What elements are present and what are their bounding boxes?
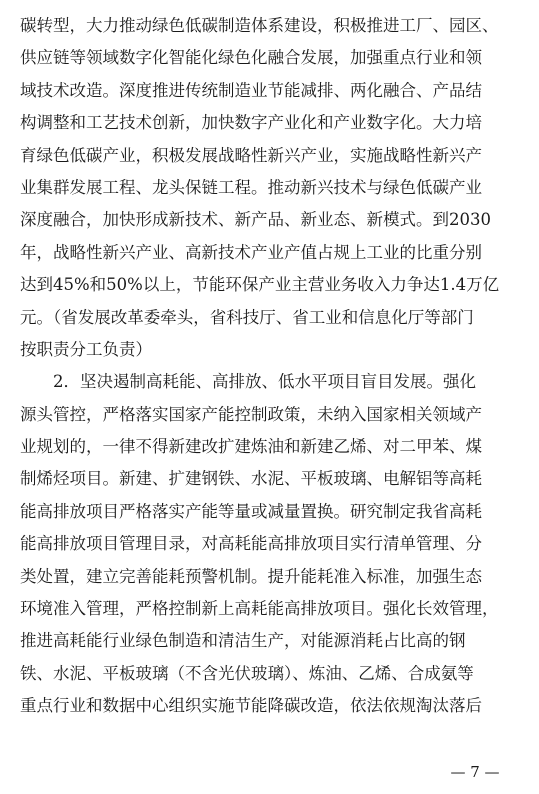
text-line-3: 域技术改造。深度推进传统制造业节能减排、两化融合、产品结	[20, 80, 482, 100]
text-line-20: 推进高耗能行业绿色制造和清洁生产，对能源消耗占比高的钢	[20, 631, 466, 651]
text-line-12: 2．坚决遏制高耗能、高排放、低水平项目盲目发展。强化	[20, 372, 476, 392]
text-line-5: 育绿色低碳产业，积极发展战略性新兴产业，实施战略性新兴产	[20, 145, 482, 165]
text-line-6: 业集群发展工程、龙头保链工程。推动新兴技术与绿色低碳产业	[20, 177, 482, 197]
text-line-18: 类处置，建立完善能耗预警机制。提升能耗准入标准，加强生态	[20, 566, 482, 586]
text-line-22: 重点行业和数据中心组织实施节能降碳改造，依法依规淘汰落后	[20, 696, 482, 716]
page-number: — 7 —	[450, 763, 500, 781]
text-line-10: 元。（省发展改革委牵头，省科技厅、省工业和信息化厅等部门	[20, 307, 474, 327]
text-line-19: 环境准入管理，严格控制新上高耗能高排放项目。强化长效管理，	[20, 599, 499, 619]
text-line-8: 年，战略性新兴产业、高新技术产业产值占规上工业的比重分别	[20, 242, 482, 262]
text-line-13: 源头管控，严格落实国家产能控制政策，未纳入国家相关领域产	[20, 404, 482, 424]
text-line-4: 构调整和工艺技术创新，加快数字产业化和产业数字化。大力培	[20, 113, 482, 133]
text-line-15: 制烯烃项目。新建、扩建钢铁、水泥、平板玻璃、电解铝等高耗	[20, 469, 482, 489]
text-line-1: 碳转型，大力推动绿色低碳制造体系建设，积极推进工厂、园区、	[20, 16, 499, 35]
body-text	[20, 10, 539, 723]
text-line-7: 深度融合，加快形成新技术、新产品、新业态、新模式。到2030	[20, 210, 491, 230]
text-line-9: 达到45%和50%以上，节能环保产业主营业务收入力争达1.4万亿	[20, 275, 500, 295]
text-line-11: 按职责分工负责）	[20, 339, 152, 359]
text-line-21: 铁、水泥、平板玻璃（不含光伏玻璃）、炼油、乙烯、合成氨等	[20, 663, 474, 683]
text-line-14: 业规划的，一律不得新建改扩建炼油和新建乙烯、对二甲苯、煤	[20, 437, 482, 457]
text-line-2: 供应链等领域数字化智能化绿色化融合发展，加强重点行业和领	[20, 48, 482, 68]
text-line-16: 能高排放项目严格落实产能等量或减量置换。研究制定我省高耗	[20, 501, 482, 521]
text-line-17: 能高排放项目管理目录，对高耗能高排放项目实行清单管理、分	[20, 534, 482, 554]
